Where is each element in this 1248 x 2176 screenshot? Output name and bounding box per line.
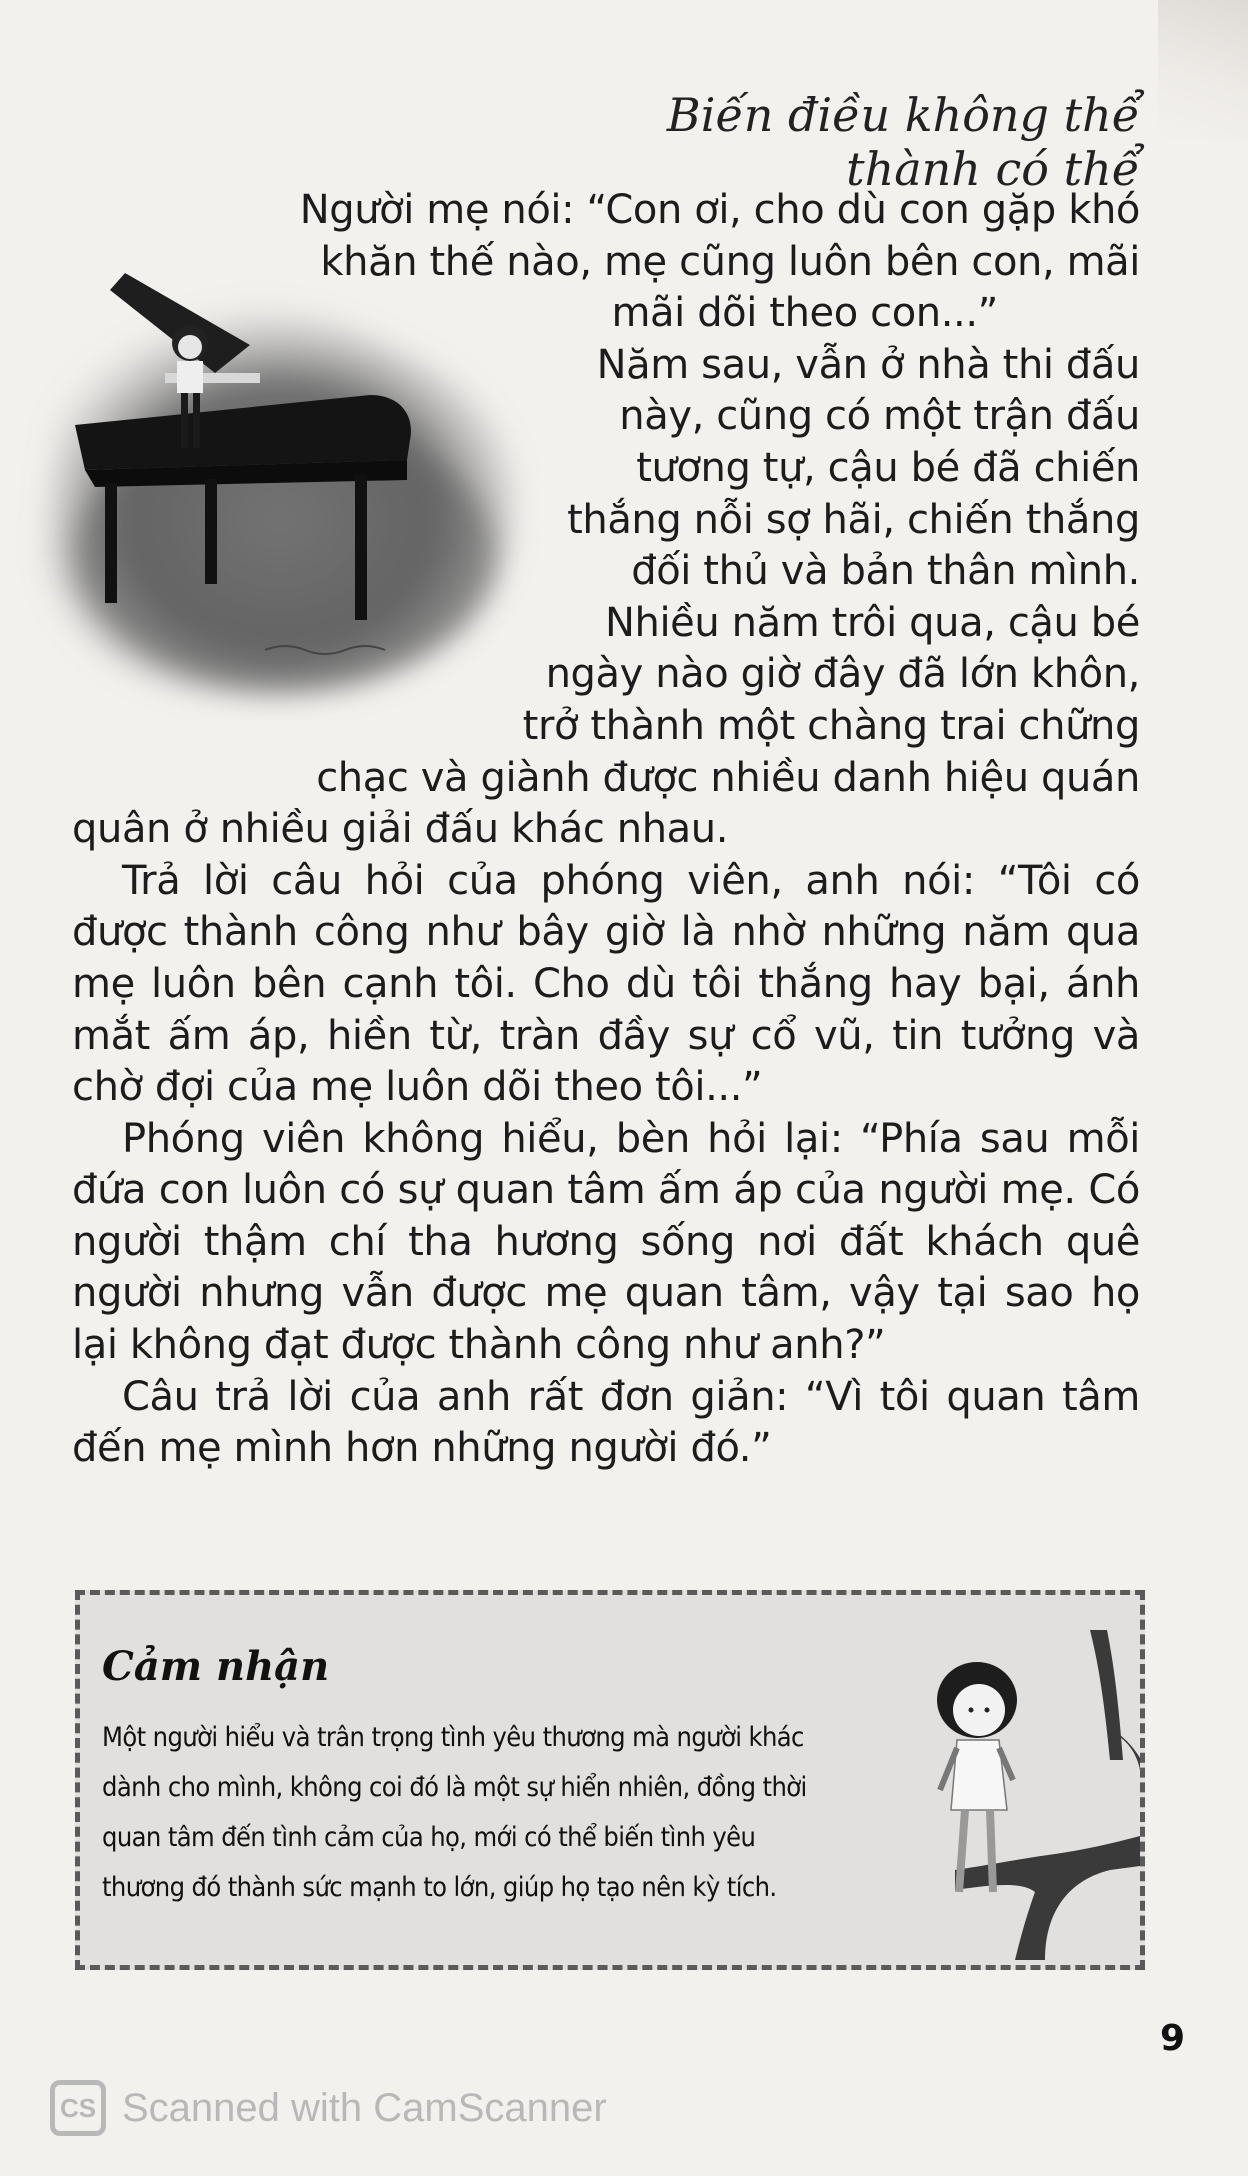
camscanner-logo-icon: CS bbox=[50, 2080, 106, 2136]
camscanner-watermark bbox=[50, 2080, 607, 2136]
story-line: mãi dõi theo con...” bbox=[611, 290, 998, 337]
story-line: ngày nào giờ đây đã lớn khôn, bbox=[545, 651, 1140, 698]
reflection-text bbox=[102, 1713, 902, 1913]
story-line: Năm sau, vẫn ở nhà thi đấu bbox=[596, 341, 1140, 388]
story-text bbox=[72, 185, 1140, 1475]
running-header: Biến điều không thể thành có thể bbox=[666, 88, 1140, 196]
girl-on-branch-illustration bbox=[895, 1630, 1140, 1960]
story-line: trở thành một chàng trai chững bbox=[522, 702, 1140, 749]
story-paragraph: Câu trả lời của anh rất đơn giản: “Vì tôi quan tâm đến mẹ mình hơn những người đó.” bbox=[72, 1373, 1140, 1472]
story-line: tương tự, cậu bé đã chiến bbox=[636, 444, 1140, 491]
story-line: thắng nỗi sợ hãi, chiến thắng bbox=[567, 496, 1140, 543]
story-line: Người mẹ nói: “Con ơi, cho dù con gặp khó bbox=[299, 187, 1140, 233]
story-paragraph: Trả lời câu hỏi của phóng viên, anh nói: “Tôi có được thành công như bây giờ là nhờ những năm qua mẹ luôn bên cạnh tôi. Cho dù tôi thắng hay bại, ánh mắt ấm áp, hiền từ, tràn đầy sự cổ vũ, tin tưởng và chờ đợi của mẹ luôn dõi theo tôi...” bbox=[72, 857, 1140, 1111]
story-line: chạc và giành được nhiều danh hiệu quán bbox=[316, 754, 1140, 801]
camscanner-label: Scanned with CamScanner bbox=[122, 2085, 607, 2130]
page-edge-bleed bbox=[1158, 0, 1248, 140]
reflection-line: quan tâm đến tình cảm của họ, mới có thể biến tình yêu bbox=[102, 1822, 756, 1853]
story-line: đối thủ và bản thân mình. bbox=[631, 548, 1140, 595]
reflection-line: thương đó thành sức mạnh to lớn, giúp họ tạo nên kỳ tích. bbox=[102, 1872, 777, 1903]
reflection-line: Một người hiểu và trân trọng tình yêu thương mà người khác bbox=[102, 1722, 804, 1753]
story-line: Nhiều năm trôi qua, cậu bé bbox=[604, 599, 1140, 646]
page-number: 9 bbox=[1160, 2018, 1186, 2059]
reflection-box bbox=[75, 1590, 1145, 1970]
story-paragraph: Phóng viên không hiểu, bèn hỏi lại: “Phía sau mỗi đứa con luôn có sự quan tâm ấm áp của người mẹ. Có người thậm chí tha hương sống nơi đất khách quê người nhưng vẫn được mẹ quan tâm, vậy tại sao họ lại không đạt được thành công như anh?” bbox=[72, 1115, 1140, 1369]
story-line: này, cũng có một trận đấu bbox=[619, 393, 1140, 440]
reflection-title: Cảm nhận bbox=[102, 1643, 330, 1690]
story-line: khăn thế nào, mẹ cũng luôn bên con, mãi bbox=[320, 238, 1140, 285]
reflection-line: dành cho mình, không coi đó là một sự hiển nhiên, đồng thời bbox=[102, 1772, 807, 1803]
story-line: quân ở nhiều giải đấu khác nhau. bbox=[72, 806, 729, 853]
